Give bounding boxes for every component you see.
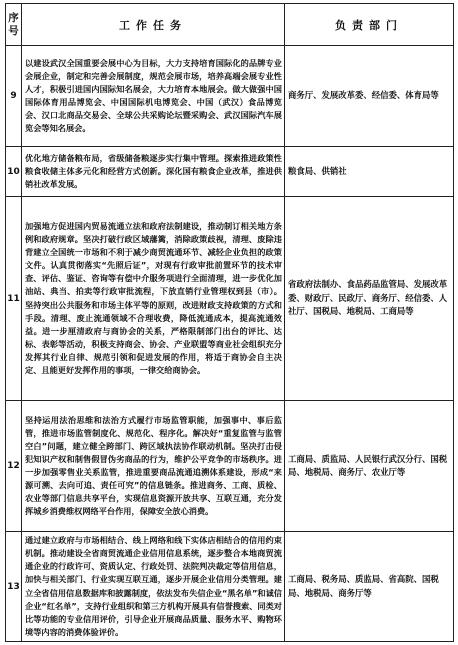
header-work-task: 工作任务 — [22, 4, 285, 46]
header-responsible-dept: 负责部门 — [285, 4, 454, 46]
row-task-text: 通过建立政府与市场相结合、线上网络和线下实体店相结合的信用约束机制。推动建设全省商贸流通企业信用信息系统，逐步整合本地商贸流通企业的行政许可、资质认定、行政处罚、法院判决裁定等信用信息，加快与相关部门、行业实现互联互通，逐步开展企业信用分类管理。建立全省信用信息数据库和披露制度，依法发布失信企业“黑名单”和诚信企业“红名单”，支持行业组织和第三方机构开展具有信誉搜索、同类对比等功能的专业信用评价，引导企业开展商品质量、服务水平、购物环境等内容的消费体验评价。 — [22, 532, 285, 642]
table-row — [6, 147, 454, 197]
table-row — [6, 46, 454, 147]
row-dept-text: 商务厅、发展改革委、经信委、体育局等 — [285, 46, 454, 147]
row-number: 11 — [6, 197, 22, 401]
row-task-text: 坚持运用法治思维和法治方式履行市场监管职能，加强事中、事后监管，推进市场监管制度化、规范化、程序化。解决好“重复监管与监管空白”问题，建立健全跨部门、跨区域执法协作联动机制。坚决打击侵犯知识产权和制售假冒伪劣商品的行为，维护公平竞争的市场秩序。进一步加强零售业关系监管，推进重要商品流通追溯体系建设，形成“来源可溯、去向可追、责任可究”的信息链条。推进商务、工商、质检、农业等部门信息共享平台，实现信息资源开放共享、互联互通，充分发挥城乡消费维权网络平台作用，保障安全放心消费。 — [22, 401, 285, 532]
row-task-text: 优化地方储备粮布局，省级储备粮逐步实行集中管理。探索推进政策性粮食收储主体多元化和经营方式创新。深化国有粮食企业改革，推进供销社改革发展。 — [22, 147, 285, 197]
table-row — [6, 532, 454, 642]
table-row — [6, 197, 454, 401]
row-task-text: 加强地方促进国内贸易流通立法和政府法制建设，推动制订相关地方条例和政府规章。坚决打破行政区域藩篱，消除政策歧视，清理、废除违背建立全国统一市场和不利于减少商贸流通环节、减轻企业负担的政策文件。认真贯彻落实“先照后证”，对现有行政审批前置环节的技术审查、评估、鉴证、咨询等有偿中介服务项进行全面清理，进一步优化加油站、典当、拍卖等行政审批流程，下放直销行业管理权到县（市）。坚持突出公共服务和市场主体平等的原则，改进财政支持政策的方式和手段。清理、废止流通领域不合理收费，降低流通成本，提高流通效益。进一步厘清政府与商协会的关系，严格限制部门出台的评比、达标、表彰等活动，积极支持商会、协会、产业联盟等商业社会组织充分发挥其行业自律、规范引领和促进发展的作用，将适于商协会自主决定、且能更好发挥作用的事项，一律交给商协会。 — [22, 197, 285, 401]
row-number: 12 — [6, 401, 22, 532]
table-header-row — [6, 4, 454, 46]
row-dept-text: 省政府法制办、食品药品监管局、发展改革委、财政厅、民政厅、商务厅、经信委、人社厅、国税局、地税局、工商局等 — [285, 197, 454, 401]
header-serial-number: 序号 — [6, 4, 22, 46]
row-dept-text: 工商局、税务局、质监局、省高院、国税局、地税局、商务厅等 — [285, 532, 454, 642]
row-dept-text: 粮食局、供销社 — [285, 147, 454, 197]
row-number: 10 — [6, 147, 22, 197]
row-dept-text: 工商局、质监局、人民银行武汉分行、国税局、地税局、商务厅、农业厅等 — [285, 401, 454, 532]
task-table — [5, 3, 454, 642]
row-number: 9 — [6, 46, 22, 147]
row-number: 13 — [6, 532, 22, 642]
table-row — [6, 401, 454, 532]
row-task-text: 以建设武汉全国重要会展中心为目标，大力支持培育国际化的品牌专业会展企业，制定和完善会展制度，规范会展市场，培养高端会展专业性人才，积极引进国内国际知名展会，大力培育本地展会。做大做强中国国际体育用品博览会、中国国际机电博览会、中国（武汉）食品博览会、汉口北商品交易会、全球公共采购论坛暨采购会、武汉国际汽车展览会等知名展会。 — [22, 46, 285, 147]
